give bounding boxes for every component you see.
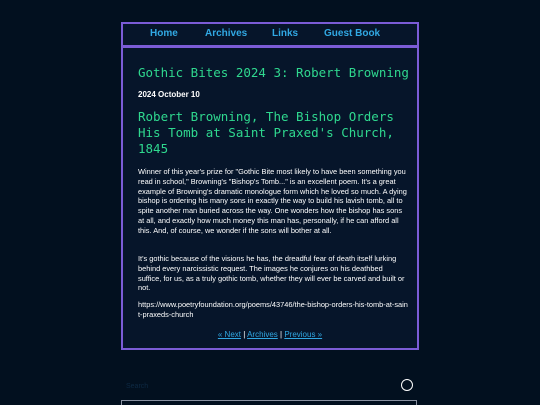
post-date: 2024 October 10 xyxy=(138,90,200,99)
source-url: https://www.poetryfoundation.org/poems/43746/the-bishop-orders-his-tomb-at-saint-praxeds-church xyxy=(138,300,408,319)
post-heading: Robert Browning, The Bishop Orders His Tomb at Saint Praxed's Church, 1845 xyxy=(138,109,394,156)
search-input[interactable] xyxy=(121,400,417,405)
post-paragraph: It's gothic because of the visions he has, the dreadful fear of death itself lurking behind every narcissistic request. The images he conjures on his deathbed suffice, for us, as a truly gothic tomb, whether they will ever be carved and built or not. xyxy=(138,254,405,293)
post-pagination xyxy=(138,330,402,339)
archives-link[interactable]: Archives xyxy=(247,330,278,339)
nav-link-guest-book[interactable]: Guest Book xyxy=(324,28,381,39)
post-paragraph: Winner of this year's prize for "Gothic Bite most likely to have been something you read in school," Browning's "Bishop's Tomb..." is an excellent poem. It's a great example of Browning's dramatic monologue form which he loved so much. A dying bishop is ordering his many sons in exactly the way to build his lavish tomb, all to spite another man buried across the way. One wonders how the bishop has sons at all, and exactly how much money this man has, personally, if he can afford all this. And, of course, we wonder if the sons will bother at all. xyxy=(138,167,407,235)
pagination-separator: | xyxy=(241,330,248,339)
previous-link[interactable]: Previous » xyxy=(284,330,323,339)
nav-link-links[interactable]: Links xyxy=(272,28,299,39)
post-title: Gothic Bites 2024 3: Robert Browning xyxy=(138,65,409,80)
circle-button[interactable] xyxy=(401,379,413,391)
search-label: Search xyxy=(126,383,149,390)
pagination-separator: | xyxy=(277,330,285,339)
blog-post xyxy=(121,46,419,350)
nav-link-archives[interactable]: Archives xyxy=(205,28,248,39)
nav-link-home[interactable]: Home xyxy=(150,28,178,39)
next-link[interactable]: « Next xyxy=(217,330,241,339)
top-navigation xyxy=(121,22,419,47)
